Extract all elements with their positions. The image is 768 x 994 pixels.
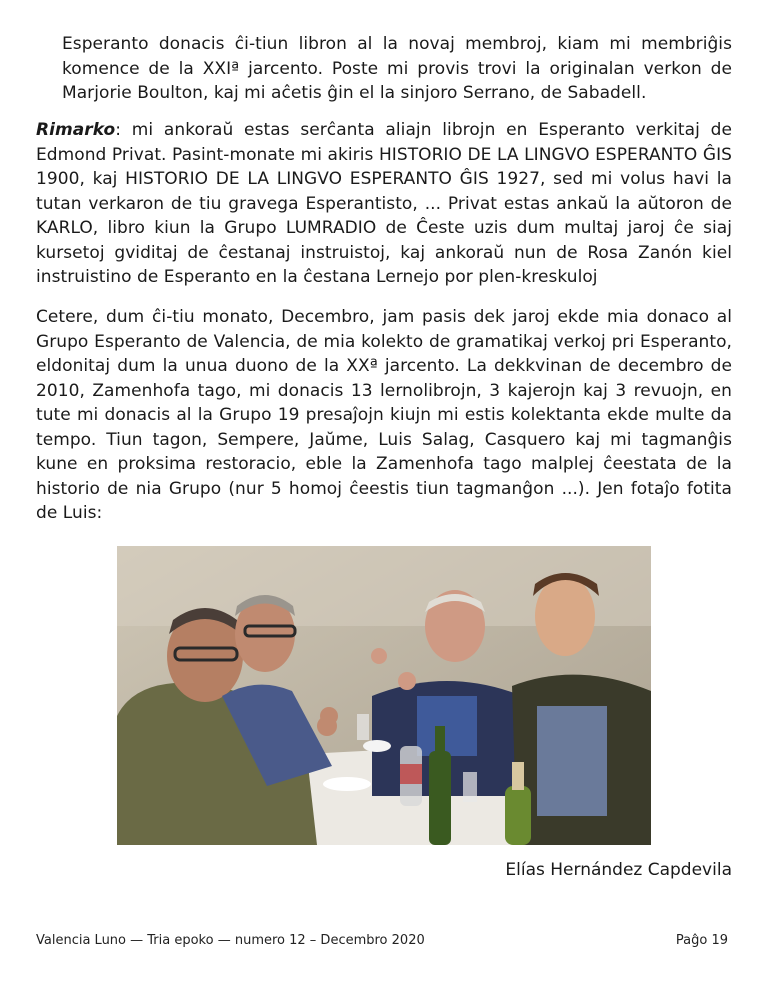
remark-label: Rimarko: [36, 120, 116, 140]
footer-page-number: Paĝo 19: [675, 933, 728, 948]
closing-paragraph: Cetere, dum ĉi-tiu monato, Decembro, jam pasis dek jaroj ekde mia donaco al Grupo Esperanto de Valencia, de mia kolekto de gramatikaj verkoj pri Esperanto, eldonitaj dum la unua duono de la XXª jarcento. La dekkvinan de decembro de 2010, Zamenhofa tago, mi donacis 13 lernolibrojn, 3 kajerojn kaj 3 revuojn, en tute mi donacis al la Grupo 19 presaĵojn kiujn mi estis kolektanta ekde multe da tempo. Tiun tagon, Sempere, Jaŭme, Luis Salag, Casquero kaj mi tagmanĝis kune en proksima restoracio, eble la Zamenhofa tago malplej ĉeestata de la historio de nia Grupo (nur 5 homoj ĉeestis tiun tagmanĝon ...). Jen fotaĵo fotita de Luis:: [36, 307, 732, 523]
group-lunch-photo: [117, 546, 651, 845]
remark-text: : mi ankoraŭ estas serĉanta aliajn librojn en Esperanto verkitaj de Edmond Privat. Pasint-monate mi akiris HISTORIO DE LA LINGVO ESPERANTO ĜIS 1900, kaj HISTORIO DE LA LINGVO ESPERANTO ĜIS 1927, sed mi volus havi la tutan verkaron de tiu gravega Esperantisto, ... Privat estas ankaŭ la aŭtoron de KARLO, libro kiun la Grupo LUMRADIO de Ĉeste uzis dum multaj jaroj ĉe siaj kursetoj gviditaj de ĉestanaj instruistoj, kaj ankoraŭ nun de Rosa Zanón kiel instruistino de Esperanto en la ĉestana Lernejo por plen-kreskuloj: [36, 120, 732, 287]
intro-paragraph: Esperanto donacis ĉi-tiun libron al la novaj membroj, kiam mi membriĝis komence de la XXIª jarcento. Poste mi provis trovi la originalan verkon de Marjorie Boulton, kaj mi aĉetis ĝin el la sinjoro Serrano, de Sabadell.: [62, 34, 732, 103]
remark-paragraph: [36, 118, 732, 290]
footer-publication: Valencia Luno — Tria epoko — numero 12 – Decembro 2020: [36, 933, 425, 948]
author-signature: Elías Hernández Capdevila: [505, 860, 732, 880]
